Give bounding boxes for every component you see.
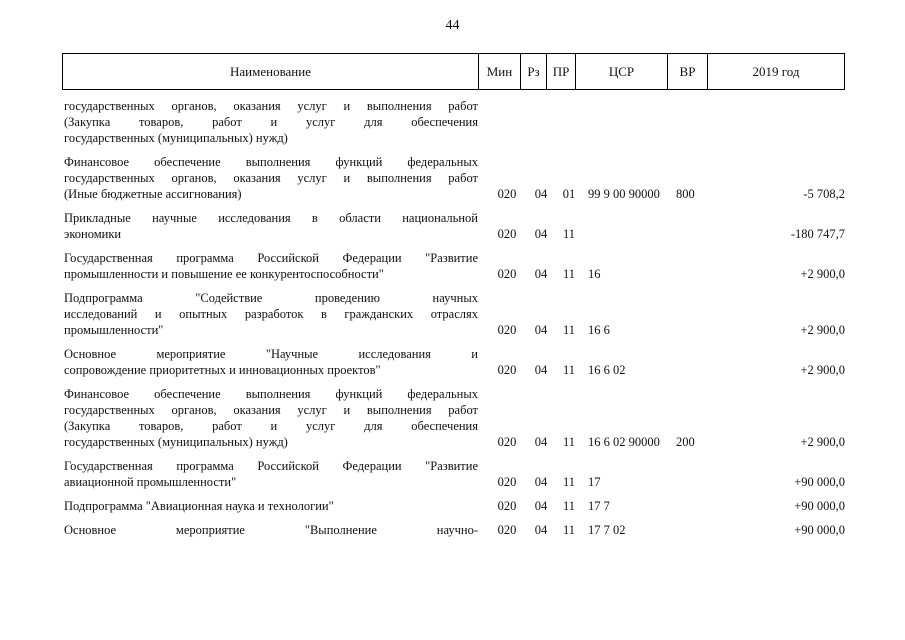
cell-rz: 04 xyxy=(534,523,548,537)
row-name-line: государственных (муниципальных) нужд) xyxy=(64,131,288,145)
cell-rz: 04 xyxy=(534,187,548,201)
row-name xyxy=(64,458,478,490)
row-name-line: Подпрограмма "Авиационная наука и технологии" xyxy=(64,499,334,513)
cell-csr: 17 7 02 xyxy=(588,523,626,537)
cell-pr: 11 xyxy=(562,475,576,489)
cell-rz: 04 xyxy=(534,227,548,241)
cell-pr: 11 xyxy=(562,267,576,281)
cell-min: 020 xyxy=(497,523,517,537)
row-name-line: Прикладные научные исследования в области национальной xyxy=(64,211,478,225)
table-body xyxy=(64,98,845,546)
table-row xyxy=(64,458,845,490)
row-name-line: промышленности и повышение ее конкурентоспособности" xyxy=(64,267,384,281)
cell-pr: 11 xyxy=(562,435,576,449)
column-header-name: Наименование xyxy=(63,54,479,89)
row-name-line: Финансовое обеспечение выполнения функций федеральных xyxy=(64,387,478,401)
cell-sum: +2 900,0 xyxy=(800,363,845,377)
table-row xyxy=(64,498,845,514)
row-name-line: Государственная программа Российской Федерации "Развитие xyxy=(64,251,478,265)
row-name-line: государственных органов, оказания услуг и выполнения работ xyxy=(64,99,478,113)
table-row xyxy=(64,522,845,538)
table-row xyxy=(64,250,845,282)
table-row xyxy=(64,154,845,202)
cell-sum: -180 747,7 xyxy=(790,227,845,241)
cell-rz: 04 xyxy=(534,323,548,337)
cell-csr: 16 6 xyxy=(588,323,610,337)
cell-csr: 17 7 xyxy=(588,499,610,513)
row-name-line: государственных (муниципальных) нужд) xyxy=(64,435,288,449)
cell-pr: 11 xyxy=(562,499,576,513)
cell-vr: 200 xyxy=(676,435,695,449)
table-row xyxy=(64,386,845,450)
row-name-line: сопровождение приоритетных и инновационных проектов" xyxy=(64,363,381,377)
cell-pr: 11 xyxy=(562,323,576,337)
cell-min: 020 xyxy=(497,323,517,337)
cell-pr: 11 xyxy=(562,227,576,241)
column-header-vr: ВР xyxy=(668,54,708,89)
row-name xyxy=(64,290,478,338)
row-name xyxy=(64,346,478,378)
table-header xyxy=(62,53,845,90)
cell-min: 020 xyxy=(497,363,517,377)
cell-rz: 04 xyxy=(534,499,548,513)
cell-pr: 11 xyxy=(562,363,576,377)
table-row xyxy=(64,98,845,146)
table-row xyxy=(64,290,845,338)
row-name xyxy=(64,98,478,146)
cell-min: 020 xyxy=(497,227,517,241)
row-name-line: Государственная программа Российской Федерации "Развитие xyxy=(64,459,478,473)
column-header-min: Мин xyxy=(479,54,521,89)
cell-csr: 99 9 00 90000 xyxy=(588,187,660,201)
cell-min: 020 xyxy=(497,267,517,281)
cell-sum: +90 000,0 xyxy=(794,499,845,513)
cell-rz: 04 xyxy=(534,267,548,281)
row-name-line: (Иные бюджетные ассигнования) xyxy=(64,187,242,201)
row-name-line: (Закупка товаров, работ и услуг для обеспечения xyxy=(64,115,478,129)
row-name-line: Основное мероприятие "Научные исследования и xyxy=(64,347,478,361)
row-name xyxy=(64,498,478,514)
row-name-line: Основное мероприятие "Выполнение научно- xyxy=(64,523,478,537)
cell-csr: 16 6 02 xyxy=(588,363,626,377)
row-name-line: Подпрограмма "Содействие проведению научных xyxy=(64,291,478,305)
cell-rz: 04 xyxy=(534,435,548,449)
cell-pr: 01 xyxy=(562,187,576,201)
cell-min: 020 xyxy=(497,187,517,201)
cell-csr: 16 xyxy=(588,267,601,281)
row-name-line: экономики xyxy=(64,227,122,241)
cell-min: 020 xyxy=(497,475,517,489)
row-name-line: промышленности" xyxy=(64,323,164,337)
cell-rz: 04 xyxy=(534,363,548,377)
row-name xyxy=(64,210,478,242)
cell-min: 020 xyxy=(497,435,517,449)
column-header-sum: 2019 год xyxy=(752,63,800,79)
page-number: 44 xyxy=(445,18,460,33)
cell-sum: +90 000,0 xyxy=(794,475,845,489)
table-row xyxy=(64,346,845,378)
cell-sum: +90 000,0 xyxy=(794,523,845,537)
row-name xyxy=(64,522,478,538)
cell-sum: +2 900,0 xyxy=(800,323,845,337)
cell-csr: 16 6 02 90000 xyxy=(588,435,660,449)
column-header-csr: ЦСР xyxy=(576,54,668,89)
cell-vr: 800 xyxy=(676,187,695,201)
cell-sum: +2 900,0 xyxy=(800,267,845,281)
row-name xyxy=(64,154,478,202)
cell-min: 020 xyxy=(497,499,517,513)
row-name-line: государственных органов, оказания услуг и выполнения работ xyxy=(64,171,478,185)
column-header-pr: ПР xyxy=(547,54,576,89)
row-name xyxy=(64,250,478,282)
row-name-line: авиационной промышленности" xyxy=(64,475,237,489)
cell-csr: 17 xyxy=(588,475,601,489)
row-name-line: Финансовое обеспечение выполнения функций федеральных xyxy=(64,155,478,169)
cell-sum: -5 708,2 xyxy=(803,187,845,201)
column-header-rz: Рз xyxy=(521,54,547,89)
table-row xyxy=(64,210,845,242)
row-name-line: государственных органов, оказания услуг и выполнения работ xyxy=(64,403,478,417)
cell-pr: 11 xyxy=(562,523,576,537)
row-name-line: (Закупка товаров, работ и услуг для обеспечения xyxy=(64,419,478,433)
row-name-line: исследований и опытных разработок в гражданских отраслях xyxy=(64,307,478,321)
cell-rz: 04 xyxy=(534,475,548,489)
row-name xyxy=(64,386,478,450)
cell-sum: +2 900,0 xyxy=(800,435,845,449)
